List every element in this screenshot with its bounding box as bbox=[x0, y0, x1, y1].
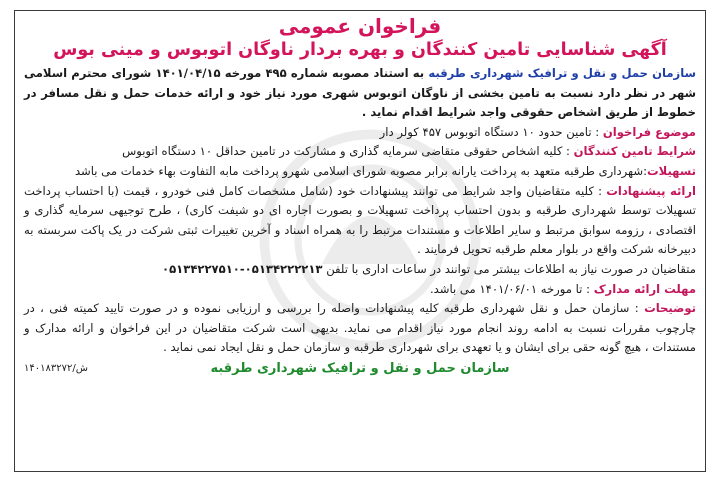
intro-text: به استناد مصوبه شماره ۴۹۵ مورخه ۱۴۰۱/۰۴/۱۵ شورای محترم اسلامی شهر در نظر دارد نسبت به تامین بخشی از ناوگان اتوبوس شهری مورد نیاز خود و ارائه خدمات حمل و نقل مسافر در خطوط از طریق اشخاص حقوقی واجد شرایط اقدام نماید . bbox=[24, 66, 696, 120]
subject-label: موضوع فراخوان bbox=[602, 124, 696, 139]
announcement-heading: فراخوان عمومی bbox=[278, 14, 442, 38]
suppliers-label: شرایط تامین کنندگان bbox=[573, 144, 696, 159]
subject-text: : تامین حدود ۱۰ دستگاه اتوبوس ۴۵۷ کولر دار bbox=[379, 124, 603, 139]
contact-phone-numbers: ۰۵۱۳۴۲۲۷۵۱۰-۰۵۱۳۴۲۲۲۲۱۳ bbox=[162, 261, 323, 276]
deadline-label: مهلت ارائه مدارک bbox=[593, 281, 696, 296]
contact-section bbox=[24, 260, 696, 280]
notes-text: : سازمان حمل و نقل شهرداری طرقبه کلیه پیشنهادات واصله را بررسی و ارزیابی نموده و در صورت تایید کمیته فنی ، در چارچوب مقررات نسبت به ادامه روند انجام مورد نیاز اقدام می نماید. بدیهی است شرکت متقاضیان در این فراخوان و ارائه مدارک و مستندات ، هیچ گونه حقی برای ایشان و یا تعهدی برای شهرداری طرقبه و سازمان حمل و نقل ایجاد نمی نماید . bbox=[24, 301, 696, 355]
deadline-section bbox=[24, 280, 696, 300]
facilities-section bbox=[24, 162, 696, 182]
intro-organization: سازمان حمل و نقل و ترافیک شهرداری طرقبه bbox=[428, 66, 696, 80]
facilities-text: :شهرداری طرقبه متعهد به پرداخت یارانه برابر مصوبه شورای اسلامی شهرو پرداخت مابه التفاوت بهاء خدمات می باشد bbox=[74, 163, 647, 178]
footer bbox=[24, 359, 696, 379]
proposals-section bbox=[24, 182, 696, 260]
deadline-text: : تا مورخه ۱۴۰۱/۰۶/۰۱ می باشد. bbox=[429, 281, 594, 296]
announcement-document bbox=[24, 14, 696, 379]
subject-section bbox=[24, 123, 696, 143]
suppliers-section bbox=[24, 142, 696, 162]
notes-section bbox=[24, 299, 696, 358]
footer-organization: سازمان حمل و نقل و ترافیک شهرداری طرقبه bbox=[210, 360, 510, 376]
proposals-label: ارائه پیشنهادات bbox=[606, 183, 696, 198]
footer-reference-code: ۱۴۰۱۸۳۲۷۲/ش bbox=[24, 362, 88, 374]
proposals-text: : کلیه متقاضیان واجد شرایط می توانند پیشنهادات خود (شامل مشخصات کامل فنی خودرو ، قیمت (با احتساب پرداخت تسهیلات توسط شهرداری طرقبه و بدون احتساب پرداخت تسهیلات و بصورت اجاره ای دو شیفت کاری) ، طرح توجیهی سرمایه گذاری و اقتصادی ، رزومه سوابق مرتبط و سایر اطلاعات و مستندات مرتبط را به همراه اسناد و آخرین تغییرات ثبتی شرکت در یک پاکت سربسته به دبیرخانه شرکت واقع در بلوار معلم طرقبه تحویل فرمایند . bbox=[24, 183, 696, 257]
suppliers-text: : کلیه اشخاص حقوقی متقاضی سرمایه گذاری و مشارکت در تامین حداقل ۱۰ دستگاه اتوبوس bbox=[122, 144, 574, 159]
intro-paragraph bbox=[24, 64, 696, 123]
facilities-label: تسهیلات bbox=[647, 163, 696, 178]
notes-label: توضیحات bbox=[644, 301, 696, 316]
contact-text: متقاضیان در صورت نیاز به اطلاعات بیشتر می توانند در ساعات اداری با تلفن bbox=[322, 261, 696, 276]
announcement-subheading: آگهی شناسایی تامین کنندگان و بهره بردار ناوگان اتوبوس و مینی بوس bbox=[53, 40, 667, 60]
